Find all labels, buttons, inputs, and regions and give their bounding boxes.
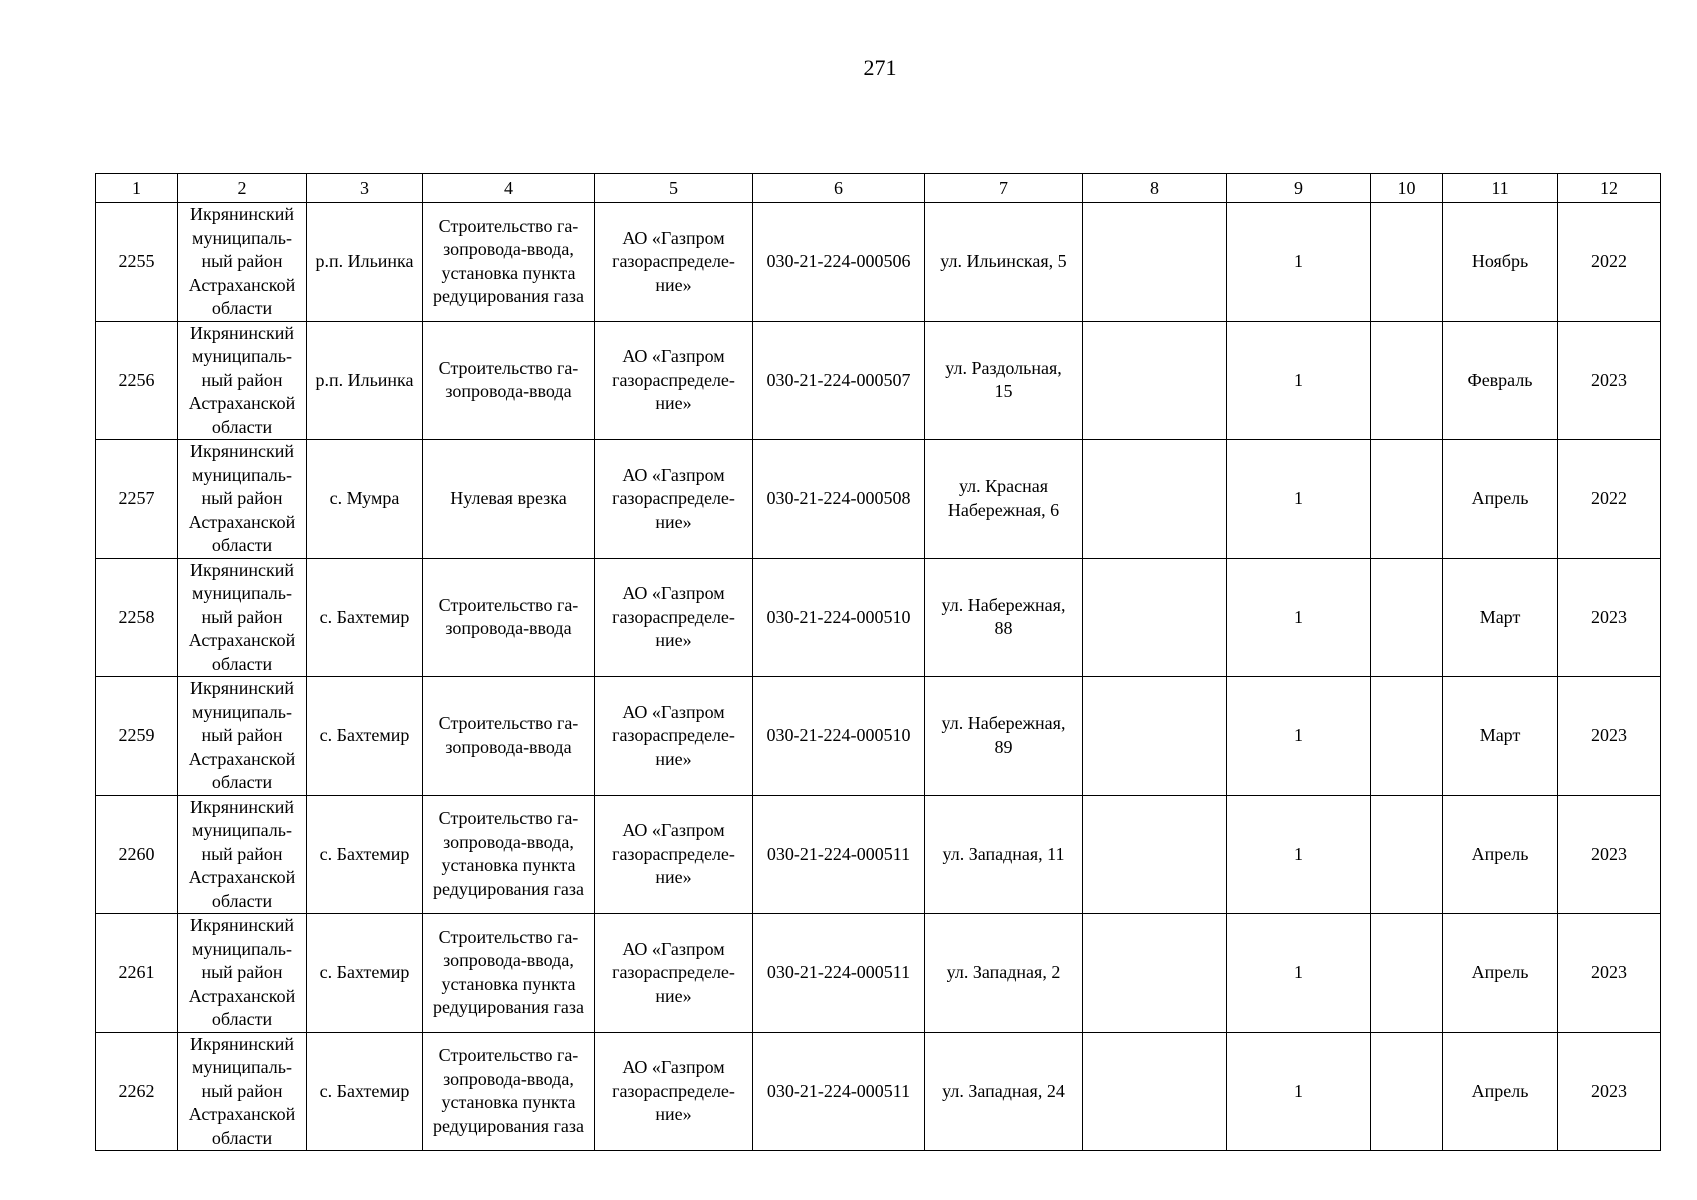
- district-cell-line: муниципаль-: [192, 1057, 292, 1077]
- column-9-cell: 1: [1227, 677, 1371, 796]
- object-code-cell: 030-21-224-000510: [753, 558, 925, 677]
- address-cell-line: ул. Красная: [958, 476, 1049, 497]
- object-code-cell: 030-21-224-000507: [753, 321, 925, 440]
- organization-cell: [595, 677, 753, 796]
- table-row: [96, 440, 1661, 559]
- page-number: 271: [863, 55, 897, 80]
- table-row: [96, 795, 1661, 914]
- work-type-cell-line: зопровода-ввода,: [443, 1068, 574, 1089]
- work-type-cell: [423, 558, 595, 677]
- month-cell: Март: [1443, 677, 1558, 796]
- locality-cell: с. Бахтемир: [307, 914, 423, 1033]
- district-cell-line: ный район: [201, 1080, 283, 1101]
- organization-cell-line: АО «Газпром: [622, 938, 725, 959]
- work-type-cell-line: зопровода-ввода: [445, 736, 572, 757]
- month-cell: Февраль: [1443, 321, 1558, 440]
- year-cell: 2023: [1558, 914, 1661, 1033]
- column-9-cell: 1: [1227, 321, 1371, 440]
- organization-cell-line: АО «Газпром: [622, 701, 725, 722]
- month-cell: Ноябрь: [1443, 203, 1558, 322]
- row-number-cell: 2255: [96, 203, 178, 322]
- address-cell: [925, 321, 1083, 440]
- district-cell-line: области: [211, 653, 273, 674]
- column-10-cell: [1371, 321, 1443, 440]
- district-cell-line: ный район: [201, 251, 283, 271]
- district-cell-line: ный район: [201, 488, 283, 508]
- column-header: 6: [753, 174, 925, 203]
- district-cell-line: Икрянинский: [190, 678, 294, 698]
- district-cell-line: муниципаль-: [192, 227, 292, 248]
- month-cell: Апрель: [1443, 795, 1558, 914]
- district-cell-line: ный район: [201, 369, 283, 390]
- organization-cell: [595, 321, 753, 440]
- row-number-cell: 2262: [96, 1032, 178, 1151]
- organization-cell-line: АО «Газпром: [622, 227, 725, 248]
- district-cell-line: муниципаль-: [192, 464, 292, 485]
- column-9-cell: 1: [1227, 440, 1371, 559]
- column-9-cell: 1: [1227, 1032, 1371, 1151]
- table-row: [96, 914, 1661, 1033]
- district-cell: [178, 914, 307, 1033]
- district-cell-line: Астраханской: [188, 985, 296, 1006]
- row-number-cell: 2261: [96, 914, 178, 1033]
- column-9-cell: 1: [1227, 795, 1371, 914]
- organization-cell-line: АО «Газпром: [622, 820, 725, 840]
- address-cell: [925, 795, 1083, 914]
- organization-cell-line: газораспределе-: [612, 962, 735, 982]
- organization-cell: [595, 914, 753, 1033]
- column-10-cell: [1371, 440, 1443, 559]
- organization-cell-line: ние»: [655, 1104, 692, 1124]
- district-cell-line: области: [211, 890, 273, 911]
- object-code-cell: 030-21-224-000510: [753, 677, 925, 796]
- organization-cell-line: газораспределе-: [612, 606, 735, 627]
- row-number-cell: 2257: [96, 440, 178, 559]
- district-cell-line: Икрянинский: [190, 796, 294, 817]
- column-header: 3: [307, 174, 423, 203]
- column-8-cell: [1083, 321, 1227, 440]
- district-cell: [178, 203, 307, 322]
- district-cell-line: области: [211, 1127, 273, 1148]
- district-cell: [178, 440, 307, 559]
- work-type-cell-line: редуцирования газа: [433, 1115, 584, 1136]
- locality-cell: с. Бахтемир: [307, 1032, 423, 1151]
- district-cell-line: ный район: [201, 962, 283, 982]
- table-row: [96, 1032, 1661, 1151]
- work-type-cell: [423, 321, 595, 440]
- table-body: [96, 203, 1661, 1151]
- organization-cell: [595, 558, 753, 677]
- month-cell: Апрель: [1443, 914, 1558, 1033]
- column-header: 12: [1558, 174, 1661, 203]
- address-cell-line: ул. Западная, 11: [942, 843, 1065, 864]
- column-8-cell: [1083, 440, 1227, 559]
- row-number-cell: 2259: [96, 677, 178, 796]
- district-cell: [178, 1032, 307, 1151]
- work-type-cell-line: установка пункта: [441, 262, 576, 283]
- organization-cell-line: АО «Газпром: [622, 346, 725, 366]
- year-cell: 2023: [1558, 558, 1661, 677]
- district-cell-line: ный район: [201, 606, 283, 627]
- work-type-cell-line: зопровода-ввода: [445, 618, 572, 639]
- address-cell-line: ул. Западная, 24: [942, 1080, 1065, 1101]
- column-header: 2: [178, 174, 307, 203]
- address-cell: [925, 1032, 1083, 1151]
- district-cell-line: муниципаль-: [192, 938, 292, 959]
- column-header: 10: [1371, 174, 1443, 203]
- work-type-cell-line: редуцирования газа: [433, 997, 584, 1018]
- district-cell-line: Икрянинский: [190, 1033, 294, 1054]
- object-code-cell: 030-21-224-000506: [753, 203, 925, 322]
- column-10-cell: [1371, 677, 1443, 796]
- organization-cell-line: ние»: [655, 748, 692, 769]
- locality-cell: р.п. Ильинка: [307, 321, 423, 440]
- column-8-cell: [1083, 795, 1227, 914]
- district-cell: [178, 795, 307, 914]
- address-cell-line: ул. Набережная,: [941, 713, 1066, 734]
- work-type-cell-line: установка пункта: [441, 973, 576, 994]
- organization-cell-line: газораспределе-: [612, 725, 735, 745]
- locality-cell: с. Бахтемир: [307, 558, 423, 677]
- organization-cell-line: АО «Газпром: [622, 1057, 725, 1077]
- organization-cell-line: ние»: [655, 274, 692, 295]
- locality-cell: с. Бахтемир: [307, 795, 423, 914]
- column-header: 8: [1083, 174, 1227, 203]
- address-cell: [925, 440, 1083, 559]
- district-cell-line: Икрянинский: [190, 915, 294, 935]
- work-type-cell-line: установка пункта: [441, 855, 576, 876]
- work-type-cell-line: Строительство га-: [438, 926, 579, 947]
- column-header: 7: [925, 174, 1083, 203]
- work-type-cell-line: зопровода-ввода: [445, 381, 572, 402]
- address-cell: [925, 677, 1083, 796]
- work-type-cell-line: редуцирования газа: [433, 878, 584, 899]
- organization-cell-line: газораспределе-: [612, 488, 735, 508]
- organization-cell-line: ние»: [655, 393, 692, 413]
- work-type-cell: [423, 203, 595, 322]
- organization-cell-line: ние»: [655, 511, 692, 532]
- work-type-cell-line: Строительство га-: [438, 357, 579, 378]
- organization-cell-line: газораспределе-: [612, 1080, 735, 1101]
- district-cell-line: муниципаль-: [192, 701, 292, 722]
- column-10-cell: [1371, 203, 1443, 322]
- organization-cell-line: АО «Газпром: [622, 583, 725, 603]
- district-cell-line: Астраханской: [188, 511, 296, 532]
- organization-cell-line: ние»: [655, 985, 692, 1006]
- work-type-cell: [423, 440, 595, 559]
- address-cell-line: ул. Ильинская, 5: [940, 251, 1067, 271]
- address-cell-line: ул. Набережная,: [941, 594, 1066, 615]
- year-cell: 2023: [1558, 677, 1661, 796]
- column-8-cell: [1083, 1032, 1227, 1151]
- organization-cell-line: газораспределе-: [612, 251, 735, 271]
- organization-cell: [595, 1032, 753, 1151]
- district-cell: [178, 677, 307, 796]
- district-cell-line: муниципаль-: [192, 346, 292, 366]
- district-cell: [178, 321, 307, 440]
- work-type-cell: [423, 677, 595, 796]
- object-code-cell: 030-21-224-000508: [753, 440, 925, 559]
- work-type-cell-line: Строительство га-: [438, 808, 579, 829]
- organization-cell-line: АО «Газпром: [622, 464, 725, 485]
- work-type-cell-line: Нулевая врезка: [450, 488, 567, 508]
- organization-cell-line: ние»: [655, 630, 692, 650]
- year-cell: 2023: [1558, 321, 1661, 440]
- column-9-cell: 1: [1227, 558, 1371, 677]
- month-cell: Март: [1443, 558, 1558, 677]
- work-type-cell-line: Строительство га-: [438, 594, 579, 615]
- column-10-cell: [1371, 558, 1443, 677]
- work-type-cell: [423, 914, 595, 1033]
- year-cell: 2023: [1558, 1032, 1661, 1151]
- address-cell-line: ул. Западная, 2: [946, 962, 1061, 982]
- row-number-cell: 2256: [96, 321, 178, 440]
- object-code-cell: 030-21-224-000511: [753, 795, 925, 914]
- gas-connection-table: [95, 173, 1661, 1151]
- address-cell-line: 15: [994, 381, 1013, 402]
- district-cell-line: Астраханской: [188, 393, 296, 413]
- column-10-cell: [1371, 795, 1443, 914]
- year-cell: 2023: [1558, 795, 1661, 914]
- object-code-cell: 030-21-224-000511: [753, 914, 925, 1033]
- column-10-cell: [1371, 1032, 1443, 1151]
- column-header: 9: [1227, 174, 1371, 203]
- address-cell: [925, 914, 1083, 1033]
- district-cell-line: Астраханской: [188, 867, 296, 887]
- month-cell: Апрель: [1443, 1032, 1558, 1151]
- district-cell-line: Астраханской: [188, 748, 296, 769]
- address-cell-line: 88: [994, 618, 1013, 639]
- district-cell-line: области: [211, 298, 273, 318]
- column-9-cell: 1: [1227, 914, 1371, 1033]
- year-cell: 2022: [1558, 203, 1661, 322]
- district-cell-line: области: [211, 416, 273, 437]
- table-row: [96, 203, 1661, 322]
- column-8-cell: [1083, 677, 1227, 796]
- district-cell-line: муниципаль-: [192, 583, 292, 603]
- column-header: 1: [96, 174, 178, 203]
- locality-cell: с. Бахтемир: [307, 677, 423, 796]
- work-type-cell-line: Строительство га-: [438, 215, 579, 236]
- work-type-cell: [423, 1032, 595, 1151]
- column-8-cell: [1083, 914, 1227, 1033]
- address-cell-line: 89: [994, 736, 1013, 757]
- address-cell: [925, 558, 1083, 677]
- column-8-cell: [1083, 203, 1227, 322]
- address-cell-line: ул. Раздольная,: [945, 357, 1062, 378]
- district-cell-line: Икрянинский: [190, 559, 294, 580]
- district-cell-line: Астраханской: [188, 1104, 296, 1124]
- work-type-cell: [423, 795, 595, 914]
- table-header-row: [96, 174, 1661, 203]
- work-type-cell-line: зопровода-ввода,: [443, 831, 574, 852]
- table-row: [96, 321, 1661, 440]
- year-cell: 2022: [1558, 440, 1661, 559]
- work-type-cell-line: зопровода-ввода,: [443, 950, 574, 971]
- district-cell-line: области: [211, 1009, 273, 1029]
- row-number-cell: 2260: [96, 795, 178, 914]
- column-header: 5: [595, 174, 753, 203]
- work-type-cell-line: установка пункта: [441, 1092, 576, 1113]
- column-10-cell: [1371, 914, 1443, 1033]
- organization-cell: [595, 203, 753, 322]
- district-cell-line: Икрянинский: [190, 204, 294, 224]
- column-header: 11: [1443, 174, 1558, 203]
- organization-cell-line: ние»: [655, 867, 692, 887]
- work-type-cell-line: зопровода-ввода,: [443, 239, 574, 260]
- district-cell: [178, 558, 307, 677]
- district-cell-line: Астраханской: [188, 274, 296, 295]
- organization-cell: [595, 440, 753, 559]
- table-row: [96, 677, 1661, 796]
- work-type-cell-line: Строительство га-: [438, 713, 579, 734]
- column-header: 4: [423, 174, 595, 203]
- work-type-cell-line: Строительство га-: [438, 1045, 579, 1066]
- column-8-cell: [1083, 558, 1227, 677]
- locality-cell: с. Мумра: [307, 440, 423, 559]
- district-cell-line: ный район: [201, 843, 283, 864]
- locality-cell: р.п. Ильинка: [307, 203, 423, 322]
- address-cell: [925, 203, 1083, 322]
- district-cell-line: Икрянинский: [190, 441, 294, 461]
- table-row: [96, 558, 1661, 677]
- address-cell-line: Набережная, 6: [947, 499, 1060, 520]
- district-cell-line: муниципаль-: [192, 820, 292, 840]
- organization-cell: [595, 795, 753, 914]
- work-type-cell-line: редуцирования газа: [433, 286, 584, 307]
- object-code-cell: 030-21-224-000511: [753, 1032, 925, 1151]
- district-cell-line: ный район: [201, 725, 283, 745]
- organization-cell-line: газораспределе-: [612, 369, 735, 390]
- district-cell-line: области: [211, 772, 273, 792]
- district-cell-line: области: [211, 535, 273, 555]
- district-cell-line: Астраханской: [188, 630, 296, 650]
- column-9-cell: 1: [1227, 203, 1371, 322]
- district-cell-line: Икрянинский: [190, 322, 294, 343]
- row-number-cell: 2258: [96, 558, 178, 677]
- organization-cell-line: газораспределе-: [612, 843, 735, 864]
- month-cell: Апрель: [1443, 440, 1558, 559]
